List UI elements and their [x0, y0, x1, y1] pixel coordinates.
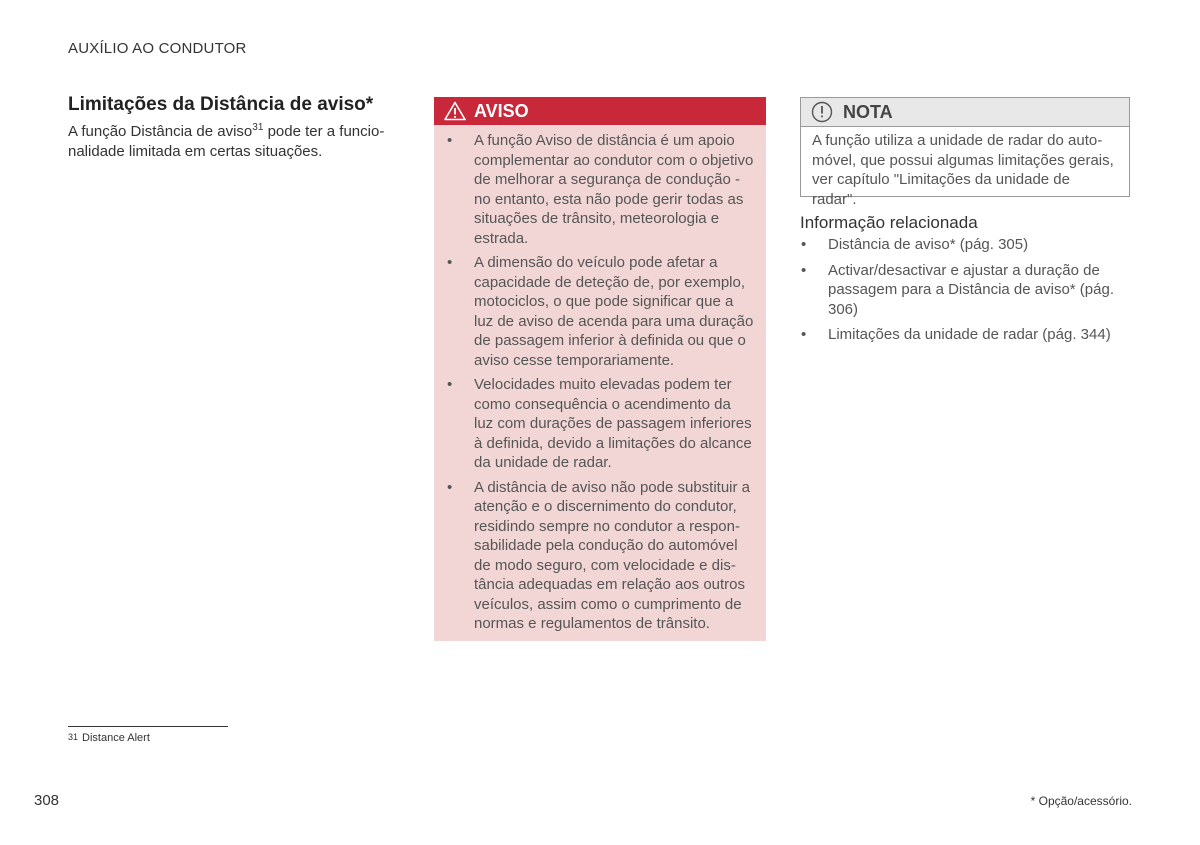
intro-text-start: A função Distância de aviso: [68, 123, 253, 140]
option-note: * Opção/acessório.: [1030, 794, 1132, 808]
related-link[interactable]: • Activar/desactivar e ajustar a duração de passagem para a Distância de aviso* (pág. 306): [828, 261, 1130, 320]
page-number: 308: [34, 792, 60, 809]
footnote: [68, 732, 150, 744]
note-title: NOTA: [843, 101, 893, 122]
warning-triangle-icon: [444, 101, 466, 121]
related-list: [800, 235, 1130, 345]
intro-text-end: pode ter a funcionalidade limitada em certas situações.: [68, 123, 385, 160]
note-text: A função utiliza a unidade de radar do automóvel, que possui algumas limitações gerais, ver capítulo "Limitações da unidade de radar".: [812, 132, 1114, 208]
warning-item: • A distância de aviso não pode substituir a atenção e o discernimento do condutor, residindo sempre no condutor a responsabilidade pela condução do automóvel de modo seguro, com velocidade e distância adequadas em relação aos outros veículos, assim como o cumprimento de normas e regulamentos de trânsito.: [474, 478, 754, 634]
info-icon: [811, 101, 833, 123]
chapter-header: AUXÍLIO AO CONDUTOR: [68, 40, 247, 57]
intro-paragraph: [68, 122, 408, 162]
warning-list: [434, 125, 766, 634]
left-column: [68, 94, 408, 162]
related-link[interactable]: • Distância de aviso* (pág. 305): [828, 235, 1130, 255]
warning-item: • A função Aviso de distância é um apoio complementar ao condutor com o objetivo de melhorar a segurança de condução - no entanto, esta não pode gerir todas as situações de trânsito, meteorologia e estrada.: [474, 131, 754, 248]
related-info: [800, 213, 1130, 351]
warning-title: AVISO: [474, 100, 529, 121]
related-link[interactable]: • Limitações da unidade de radar (pág. 344): [828, 325, 1130, 345]
footnote-text: Distance Alert: [82, 732, 150, 744]
warning-item: • A dimensão do veículo pode afetar a capacidade de deteção de, por exemplo, motociclos, o que pode significar que a luz de aviso de acenda para uma duração de passagem inferior à definida ou que o aviso cesse temporariamente.: [474, 253, 754, 370]
footnote-reference[interactable]: 31: [252, 122, 264, 133]
related-title: Informação relacionada: [800, 213, 978, 232]
footnote-number: 31: [68, 732, 79, 742]
footnote-divider: [68, 726, 228, 727]
warning-item: • Velocidades muito elevadas podem ter como consequência o acendimento da luz com durações de passagem inferiores à definida, devido a limitações do alcance da unidade de radar.: [474, 375, 754, 473]
warning-box: [434, 97, 766, 641]
section-title: Limitações da Distância de aviso*: [68, 94, 374, 115]
note-header: [801, 98, 1129, 127]
warning-header: [434, 97, 766, 125]
note-box: [800, 97, 1130, 208]
